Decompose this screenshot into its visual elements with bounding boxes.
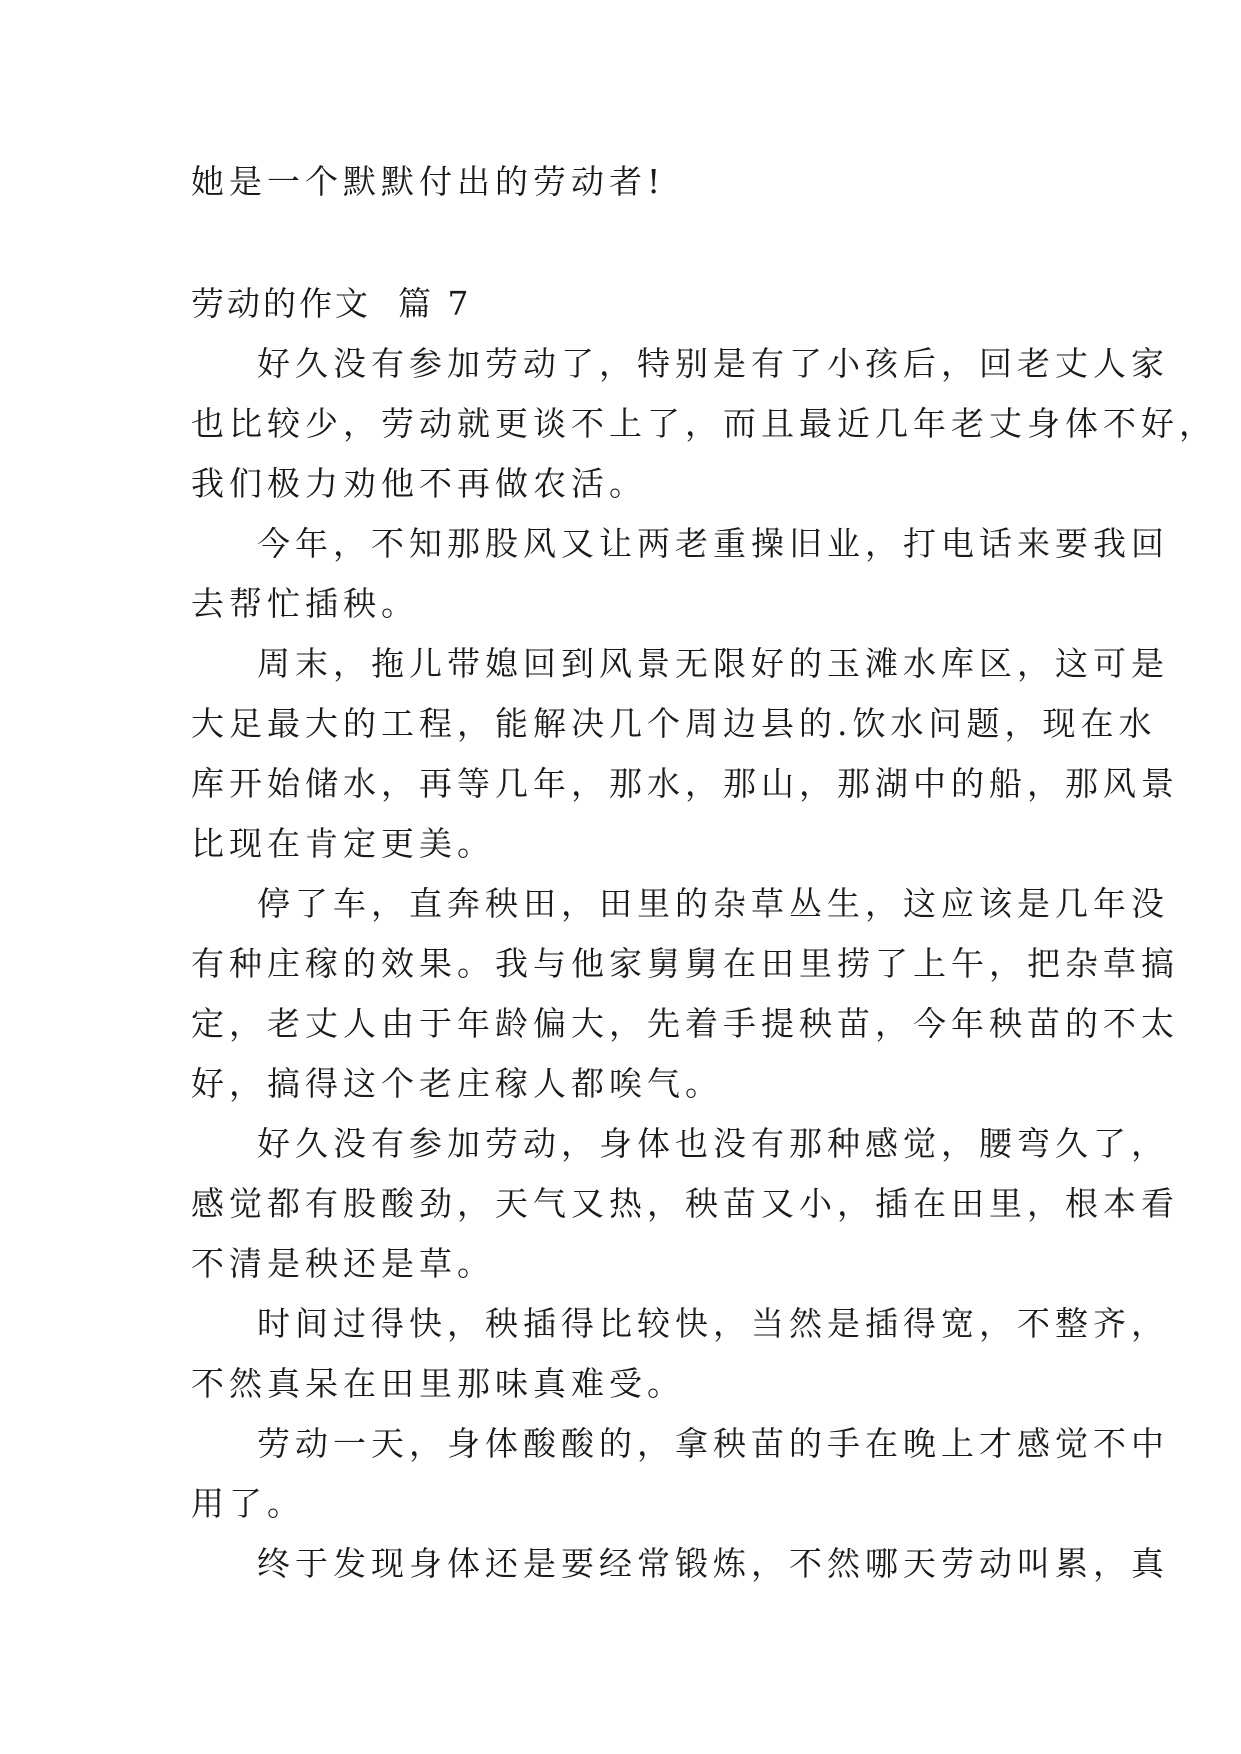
text-line: 我们极力劝他不再做农活。 [191, 464, 647, 503]
text-line: 今年，不知那股风又让两老重操旧业，打电话来要我回 [257, 524, 1169, 563]
text-line: 也比较少，劳动就更谈不上了，而且最近几年老丈身体不好， [191, 404, 1217, 443]
text-line: 停了车，直奔秧田，田里的杂草丛生，这应该是几年没 [257, 884, 1169, 923]
text-line: 库开始储水，再等几年，那水，那山，那湖中的船，那风景 [191, 764, 1179, 803]
essay-body [191, 334, 1217, 1594]
text-line: 时间过得快，秧插得比较快，当然是插得宽，不整齐， [257, 1304, 1169, 1343]
text-line: 劳动一天，身体酸酸的，拿秧苗的手在晚上才感觉不中 [257, 1424, 1169, 1463]
previous-closing-line: 她是一个默默付出的劳动者! [191, 162, 666, 201]
text-line: 比现在肯定更美。 [191, 824, 495, 863]
text-line: 用了。 [191, 1484, 305, 1523]
text-line: 好久没有参加劳动，身体也没有那种感觉，腰弯久了， [257, 1124, 1169, 1163]
paragraph-gap [191, 212, 1051, 274]
text-line: 感觉都有股酸劲，天气又热，秧苗又小，插在田里，根本看 [191, 1184, 1179, 1223]
essay-heading: 劳动的作文 篇 7 [191, 284, 472, 323]
text-line: 去帮忙插秧。 [191, 584, 419, 623]
text-line: 大足最大的工程，能解决几个周边县的.饮水问题，现在水 [191, 704, 1157, 743]
document-page [191, 152, 1217, 1594]
text-line: 不然真呆在田里那味真难受。 [191, 1364, 685, 1403]
text-line: 终于发现身体还是要经常锻炼，不然哪天劳动叫累，真 [257, 1544, 1169, 1583]
text-line: 周末，拖儿带媳回到风景无限好的玉滩水库区，这可是 [257, 644, 1169, 683]
text-line: 有种庄稼的效果。我与他家舅舅在田里捞了上午，把杂草搞 [191, 944, 1179, 983]
text-line: 好，搞得这个老庄稼人都唉气。 [191, 1064, 723, 1103]
text-line: 定，老丈人由于年龄偏大，先着手提秧苗，今年秧苗的不太 [191, 1004, 1179, 1043]
text-line: 好久没有参加劳动了，特别是有了小孩后，回老丈人家 [257, 344, 1169, 383]
text-line: 不清是秧还是草。 [191, 1244, 495, 1283]
